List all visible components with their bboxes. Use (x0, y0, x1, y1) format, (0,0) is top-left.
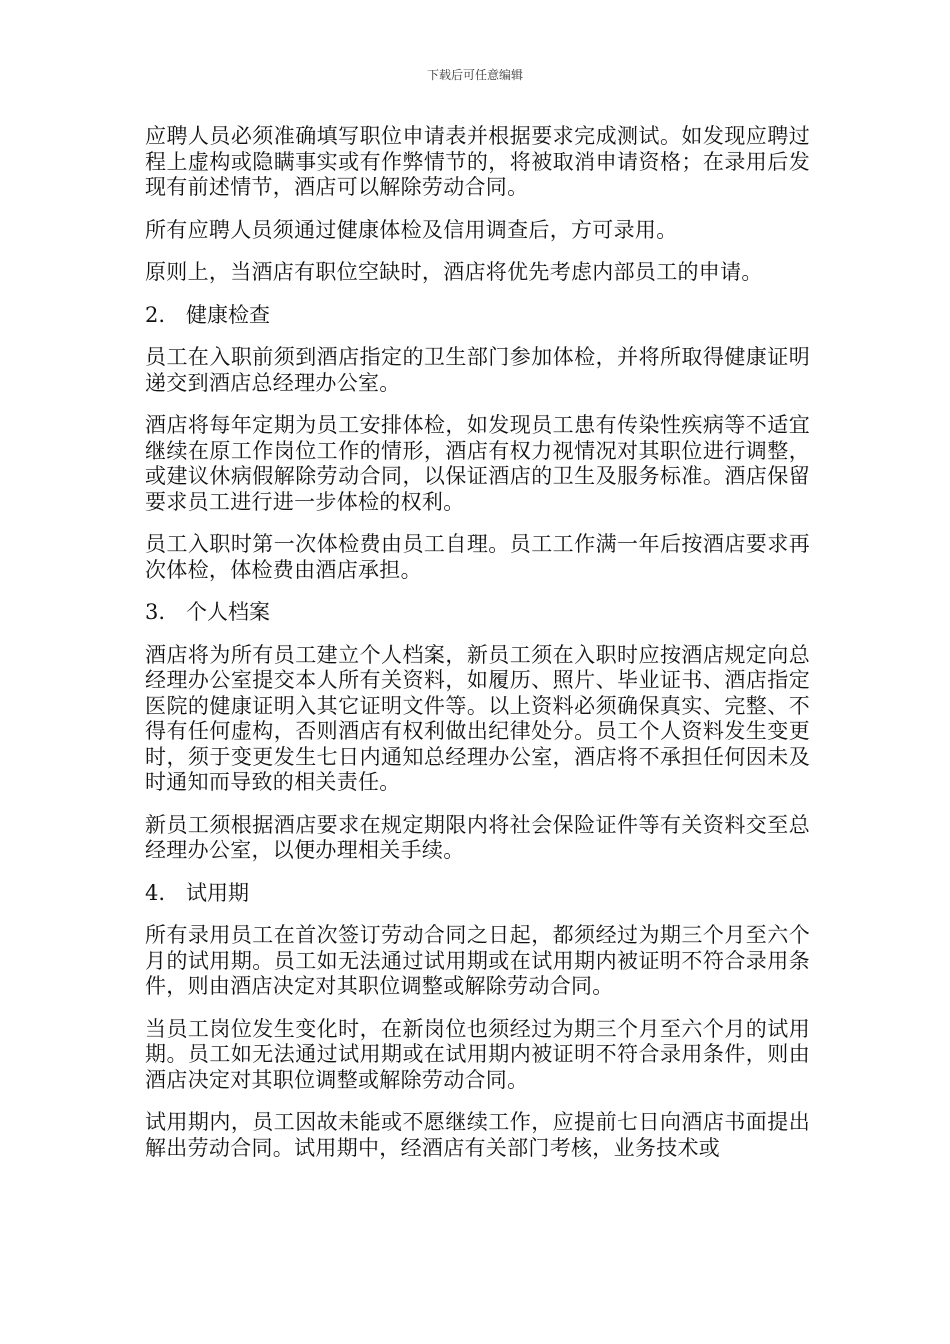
section-heading: 3. 个人档案 (145, 600, 271, 624)
document-body (145, 124, 810, 1178)
section-heading: 4. 试用期 (145, 880, 250, 905)
page-header: 下载后可任意编辑 (426, 68, 523, 82)
paragraph: 酒店将每年定期为员工安排体检，如发现员工患有传染性疾病等不适宜继续在原工作岗位工作的情形，酒店有权力视情况对其职位进行调整，或建议休病假解除劳动合同，以保证酒店的卫生及服务标准。酒店保留要求员工进行进一步体检的权利。 (145, 413, 810, 514)
paragraph: 所有录用员工在首次签订劳动合同之日起，都须经过为期三个月至六个月的试用期。员工如无法通过试用期或在试用期内被证明不符合录用条件，则由酒店决定对其职位调整或解除劳动合同。 (145, 923, 810, 998)
paragraph: 试用期内，员工因故未能或不愿继续工作，应提前七日向酒店书面提出 解出劳动合同。试用期中，经酒店有关部门考核，业务技术或 (145, 1110, 810, 1160)
paragraph: 应聘人员必须准确填写职位申请表并根据要求完成测试。如发现应聘过程上虚构或隐瞒事实或有作弊情节的，将被取消申请资格；在录用后发现有前述情节，酒店可以解除劳动合同。 (145, 124, 810, 199)
paragraph: 员工在入职前须到酒店指定的卫生部门参加体检，并将所取得健康证明递交到酒店总经理办公室。 (145, 345, 810, 395)
paragraph: 所有应聘人员须通过健康体检及信用调查后，方可录用。 (145, 217, 678, 242)
paragraph: 原则上，当酒店有职位空缺时，酒店将优先考虑内部员工的申请。 (145, 260, 763, 284)
paragraph: 当员工岗位发生变化时，在新岗位也须经过为期三个月至六个月的试用期。员工如无法通过试用期或在试用期内被证明不符合录用条件，则由酒店决定对其职位调整或解除劳动合同。 (145, 1016, 810, 1092)
paragraph: 新员工须根据酒店要求在规定期限内将社会保险证件等有关资料交至总经理办公室，以便办理相关手续。 (145, 812, 810, 862)
section-heading: 2. 健康检查 (145, 302, 271, 327)
paragraph: 酒店将为所有员工建立个人档案，新员工须在入职时应按酒店规定向总经理办公室提交本人所有关资料，如履历、照片、毕业证书、酒店指定医院的健康证明入其它证明文件等。以上资料必须确保真实、完整、不得有任何虚构，否则酒店有权利做出纪律处分。员工个人资料发生变更时，须于变更发生七日内通知总经理办公室，酒店将不承担任何因未及时通知而导致的相关责任。 (145, 642, 810, 794)
paragraph: 员工入职时第一次体检费由员工自理。员工工作满一年后按酒店要求再次体检，体检费由酒店承担。 (145, 532, 810, 582)
